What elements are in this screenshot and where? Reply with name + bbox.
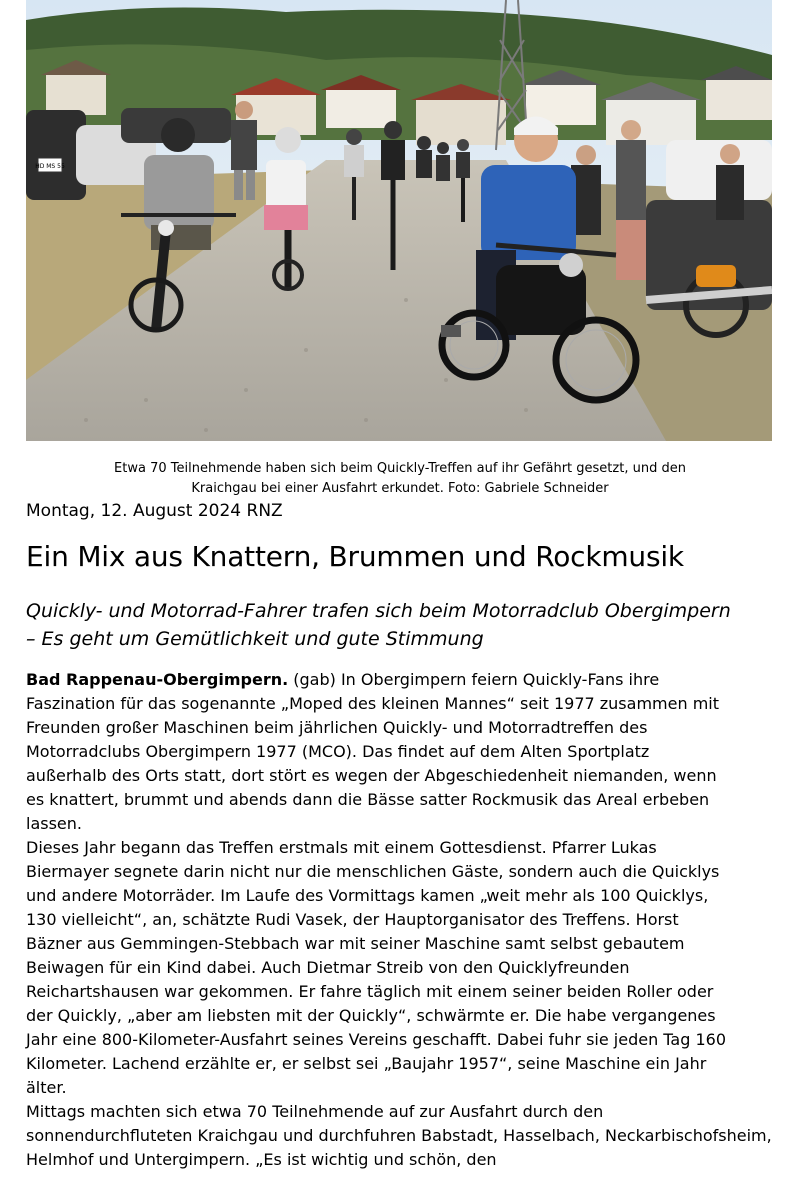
body-line: (gab) In Obergimpern feiern Quickly-Fans ihre: [288, 670, 660, 689]
body-line: es knattert, brummt und abends dann die Bässe satter Rockmusik das Areal erbeben: [26, 790, 710, 809]
body-line: sonnendurchfluteten Kraichgau und durchfuhren Babstadt, Hasselbach, Neckarbischofsheim,: [26, 1126, 772, 1145]
body-line: älter.: [26, 1078, 67, 1097]
location-label: Bad Rappenau-Obergimpern.: [26, 670, 289, 689]
caption-line: Kraichgau bei einer Ausfahrt erkundet. Foto: Gabriele Schneider: [191, 481, 609, 496]
photo-caption: [60, 459, 740, 499]
paragraph-1: [26, 668, 776, 836]
body-line: Freunden großer Maschinen beim jährlichen Quickly- und Motorradtreffen des: [26, 718, 648, 737]
body-line: Bäzner aus Gemmingen-Stebbach war mit seiner Maschine samt selbst gebautem: [26, 934, 685, 953]
subheadline: [26, 597, 766, 653]
body-line: lassen.: [26, 814, 82, 833]
body-line: Biermayer segnete darin nicht nur die menschlichen Gäste, sondern auch die Quicklys: [26, 862, 720, 881]
license-plate: HD MS 55: [35, 163, 65, 170]
body-line: Dieses Jahr begann das Treffen erstmals mit einem Gottesdienst. Pfarrer Lukas: [26, 838, 657, 857]
article-body: [26, 668, 776, 1172]
body-line: 130 vielleicht“, an, schätzte Rudi Vasek, der Hauptorganisator des Treffens. Horst: [26, 910, 679, 929]
body-line: Jahr eine 800-Kilometer-Ausfahrt seines Vereins geschafft. Dabei fuhr sie jeden Tag 160: [26, 1030, 727, 1049]
subhead-line: – Es geht um Gemütlichkeit und gute Stimmung: [26, 628, 484, 650]
dateline: Montag, 12. August 2024 RNZ: [26, 501, 283, 521]
caption-line: Etwa 70 Teilnehmende haben sich beim Quickly-Treffen auf ihr Gefährt gesetzt, und den: [114, 461, 686, 476]
body-line: und andere Motorräder. Im Laufe des Vormittags kamen „weit mehr als 100 Quicklys,: [26, 886, 709, 905]
body-line: Mittags machten sich etwa 70 Teilnehmende auf zur Ausfahrt durch den: [26, 1102, 604, 1121]
body-line: Faszination für das sogenannte „Moped des kleinen Mannes“ seit 1977 zusammen mit: [26, 694, 719, 713]
body-line: außerhalb des Orts statt, dort stört es wegen der Abgeschiedenheit niemanden, wenn: [26, 766, 717, 785]
body-line: Motorradclubs Obergimpern 1977 (MCO). Das findet auf dem Alten Sportplatz: [26, 742, 650, 761]
body-line: Beiwagen für ein Kind dabei. Auch Dietmar Streib von den Quicklyfreunden: [26, 958, 630, 977]
paragraph-3: [26, 1100, 776, 1172]
body-line: Helmhof und Untergimpern. „Es ist wichtig und schön, den: [26, 1150, 497, 1169]
headline: Ein Mix aus Knattern, Brummen und Rockmusik: [26, 540, 684, 573]
body-line: der Quickly, „aber am liebsten mit der Quickly“, schwärmte er. Die habe vergangenes: [26, 1006, 716, 1025]
article-photo: [26, 0, 772, 441]
paragraph-2: [26, 836, 776, 1100]
subhead-line: Quickly- und Motorrad-Fahrer trafen sich beim Motorradclub Obergimpern: [26, 600, 731, 622]
body-line: Kilometer. Lachend erzählte er, er selbst sei „Baujahr 1957“, seine Maschine ein Jahr: [26, 1054, 707, 1073]
body-line: Reichartshausen war gekommen. Er fahre täglich mit einem seiner beiden Roller oder: [26, 982, 714, 1001]
